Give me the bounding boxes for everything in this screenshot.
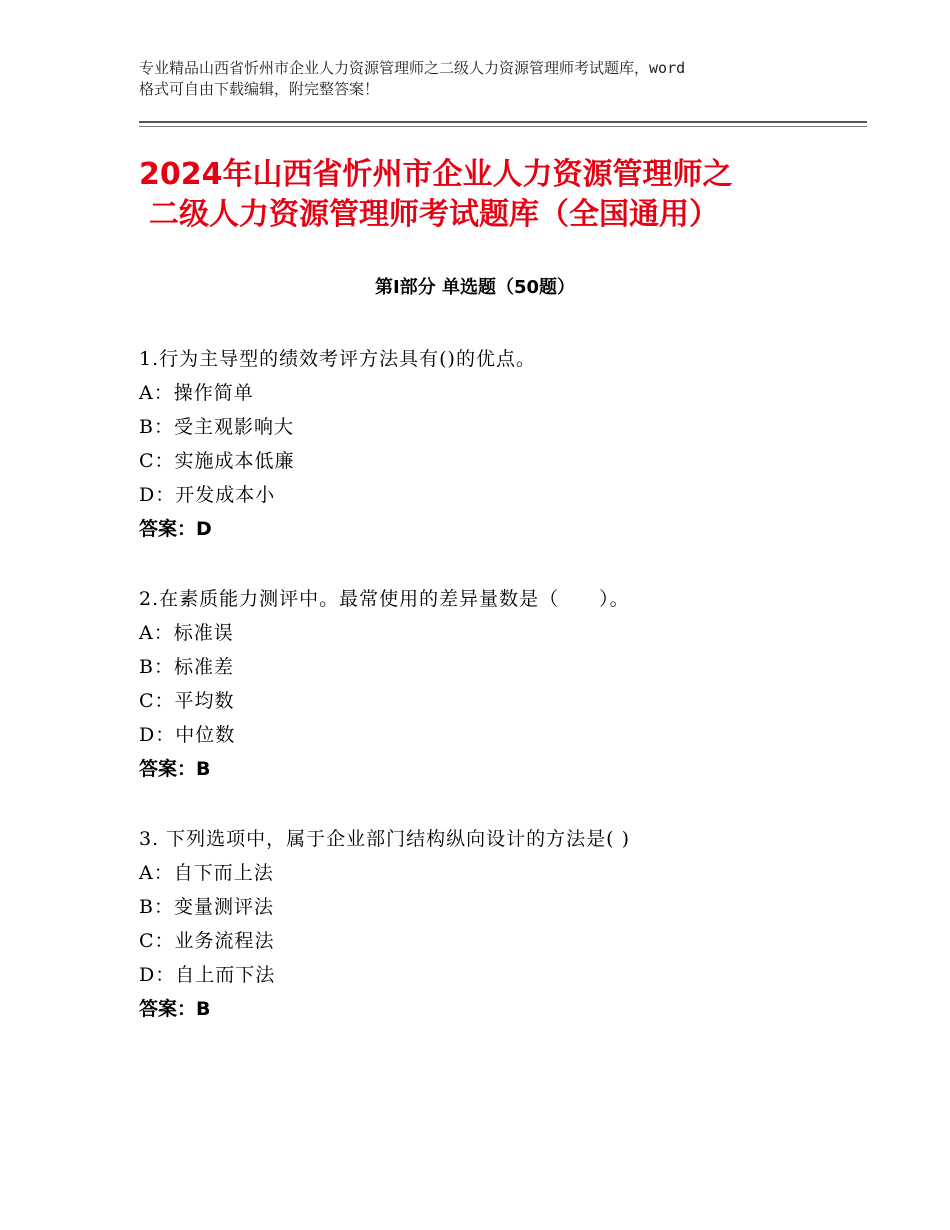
option-b: B：变量测评法 [139, 896, 274, 918]
answer: 答案：B [139, 758, 211, 780]
option-d: D：开发成本小 [139, 484, 276, 506]
header-note-line-1: 专业精品山西省忻州市企业人力资源管理师之二级人力资源管理师考试题库，word [139, 59, 686, 77]
section-title: 第Ⅰ部分 单选题（50题） [374, 277, 575, 298]
document-title-line-2: 二级人力资源管理师考试题库（全国通用） [149, 197, 719, 232]
question-2 [139, 582, 839, 786]
header-note [139, 58, 829, 100]
question-3 [139, 822, 839, 1026]
option-b: B：受主观影响大 [139, 416, 294, 438]
option-a: A：自下而上法 [139, 862, 274, 884]
option-d: D：自上而下法 [139, 964, 276, 986]
header-divider-thin [139, 126, 867, 127]
document-title [139, 155, 839, 235]
option-b: B：标准差 [139, 656, 234, 678]
question-1 [139, 342, 839, 546]
question-stem: 2.在素质能力测评中。最常使用的差异量数是（ ）。 [139, 588, 630, 610]
option-c: C：实施成本低廉 [139, 450, 295, 472]
question-list [139, 342, 839, 1062]
document-title-line-1: 2024年山西省忻州市企业人力资源管理师之 [139, 157, 733, 192]
option-c: C：业务流程法 [139, 930, 275, 952]
header-note-line-2: 格式可自由下载编辑，附完整答案！ [139, 80, 380, 98]
answer: 答案：D [139, 518, 212, 540]
option-c: C：平均数 [139, 690, 235, 712]
question-stem: 3. 下列选项中，属于企业部门结构纵向设计的方法是( ) [139, 828, 631, 850]
header-divider-thick [139, 121, 867, 123]
option-a: A：操作简单 [139, 382, 254, 404]
answer: 答案：B [139, 998, 211, 1020]
question-stem: 1.行为主导型的绩效考评方法具有()的优点。 [139, 348, 536, 370]
option-a: A：标准误 [139, 622, 234, 644]
option-d: D：中位数 [139, 724, 236, 746]
